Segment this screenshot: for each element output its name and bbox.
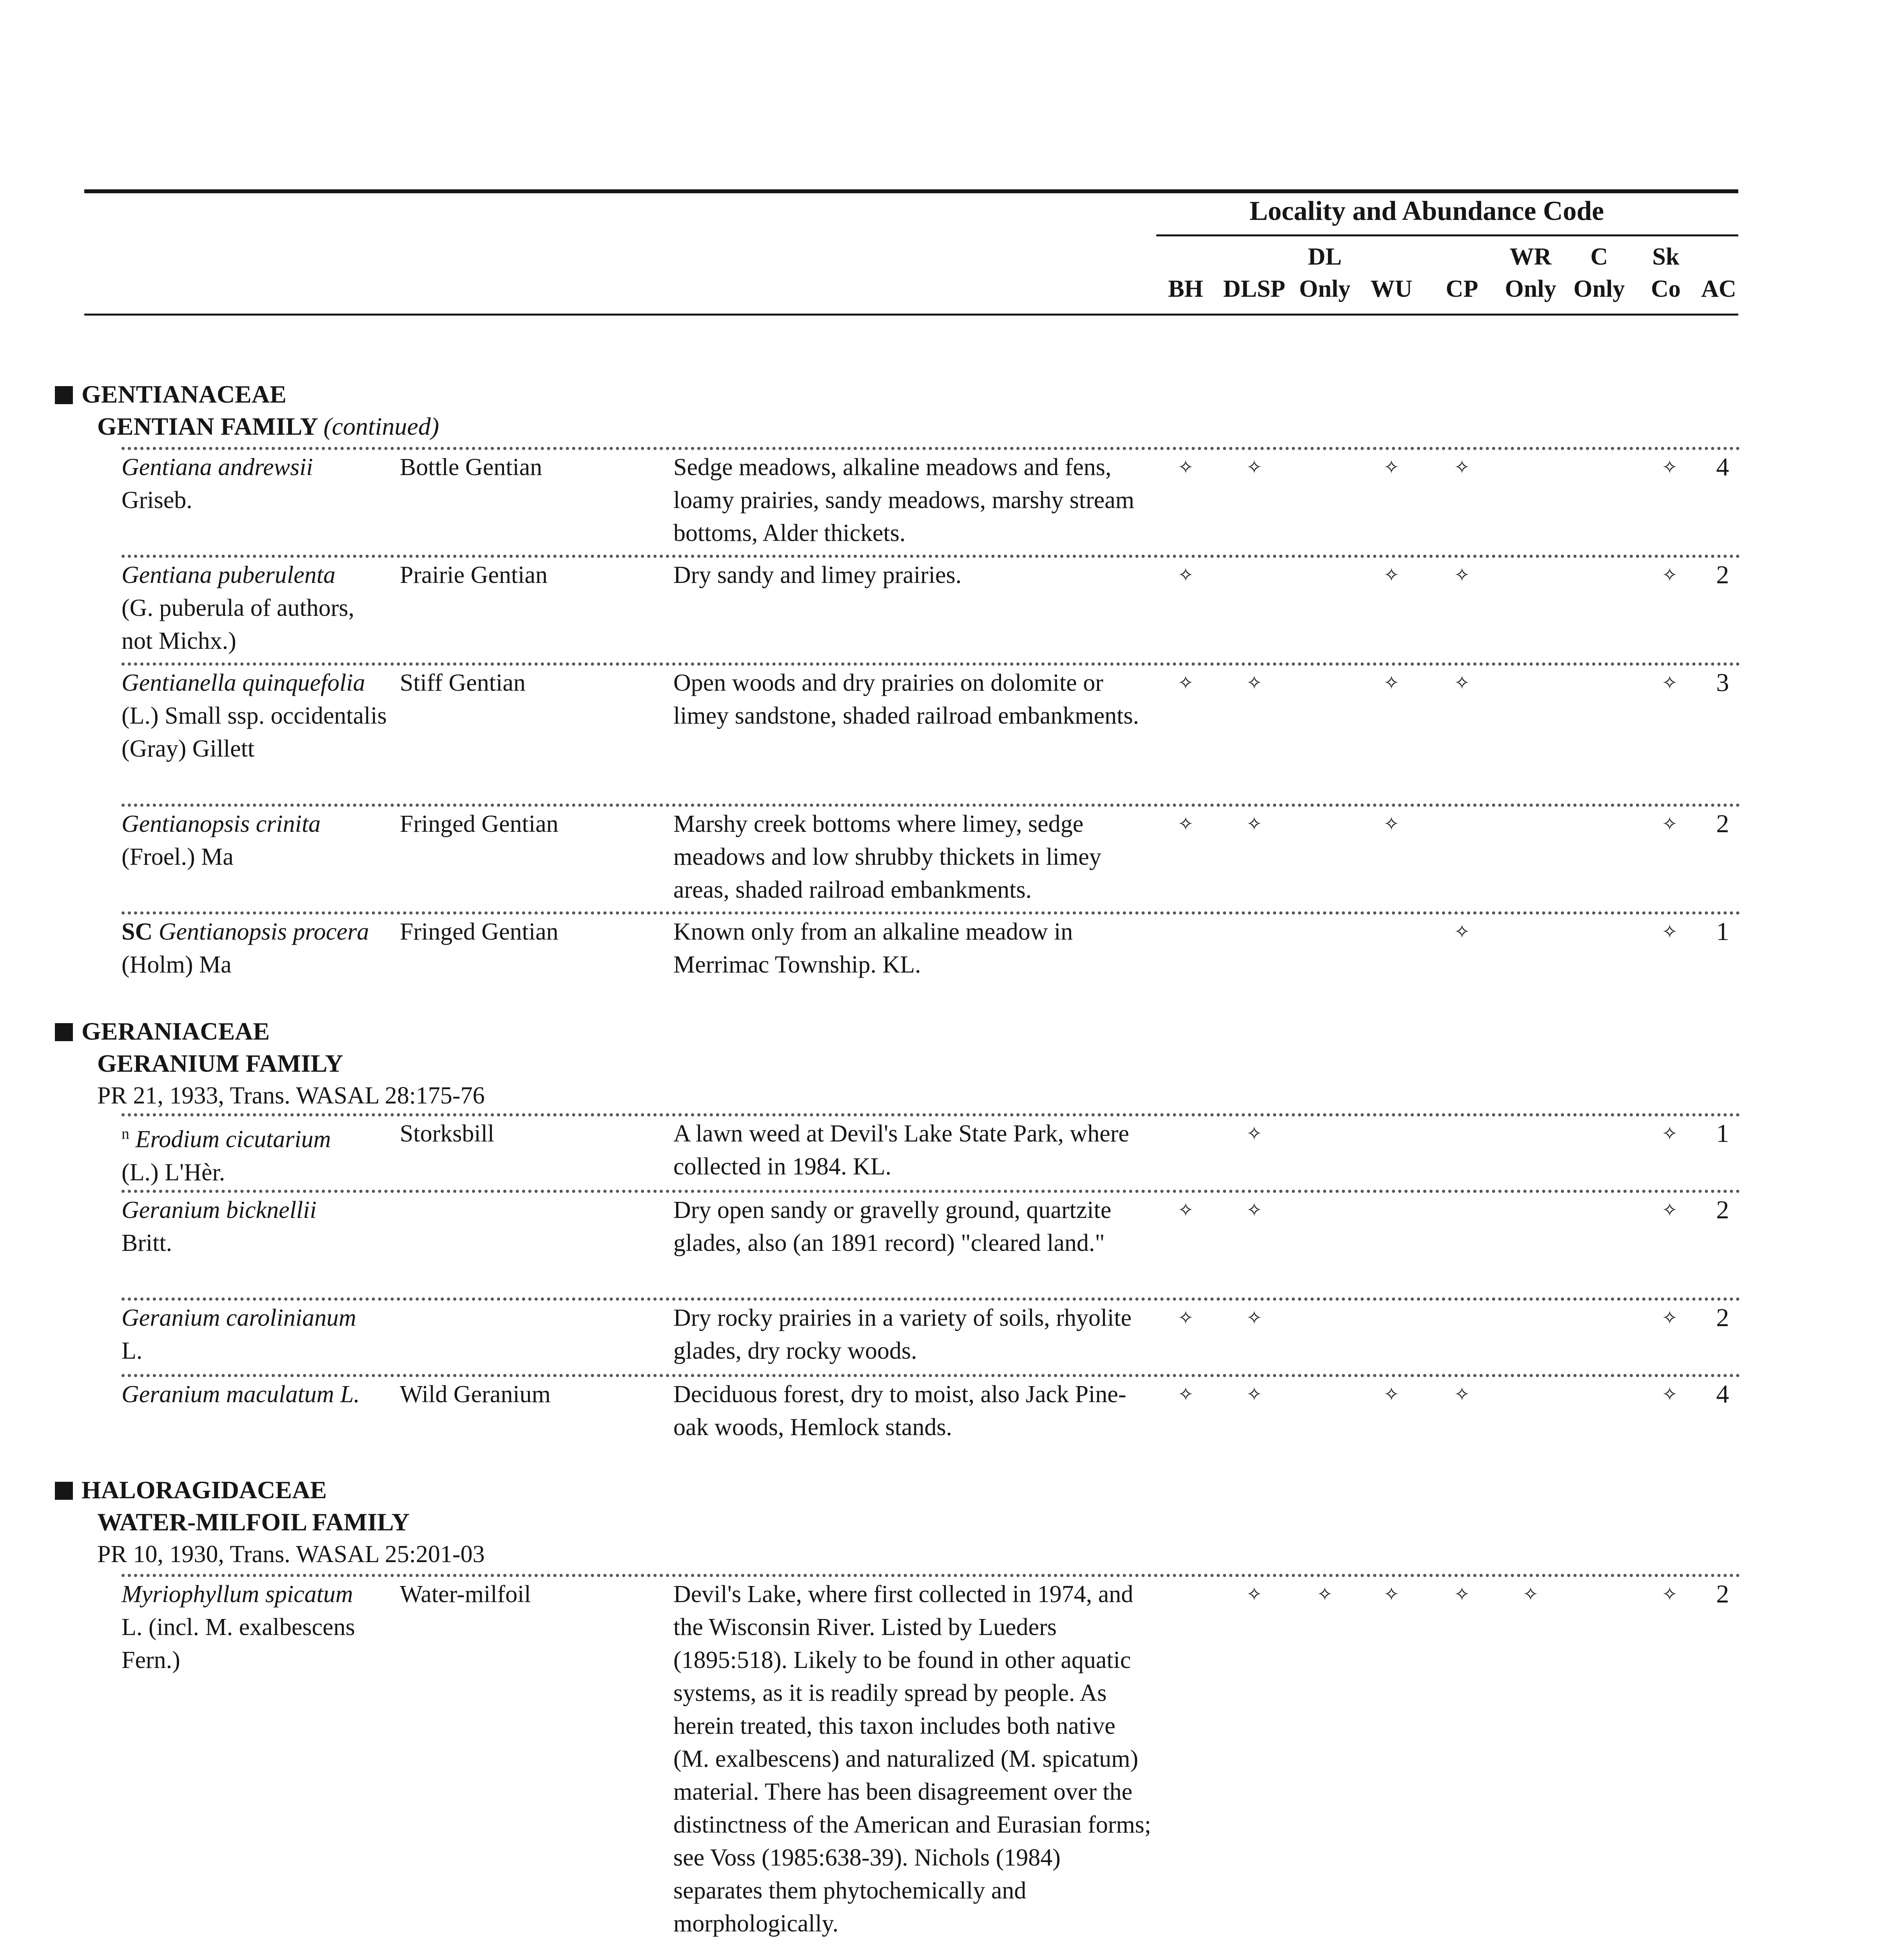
column-header-bottom: BH <box>1168 276 1203 302</box>
habitat-description: Marshy creek bottoms where limey, sedge meadows and low shrubby thickets in limey areas, shaded railroad embankments. <box>673 811 1101 903</box>
species-name: Erodium cicutarium <box>135 1126 331 1153</box>
scientific-name <box>122 1194 388 1259</box>
locality-diamond-icon: ✧ <box>1661 564 1678 586</box>
column-header-top: C <box>1590 243 1608 270</box>
family-note: (continued) <box>323 412 439 440</box>
locality-diamond-icon: ✧ <box>1246 813 1262 835</box>
locality-diamond-icon: ✧ <box>1454 921 1470 943</box>
locality-diamond-icon: ✧ <box>1661 1123 1678 1145</box>
species-status-prefix: n <box>122 1125 129 1142</box>
family-heading <box>55 1015 485 1112</box>
family-name-line <box>55 378 439 410</box>
column-header-bottom: Only <box>1505 276 1556 302</box>
row-separator <box>122 911 1740 915</box>
species-name: Gentianopsis procera <box>158 918 369 945</box>
common-name: Storksbill <box>400 1120 495 1147</box>
abundance-code: 2 <box>1716 1196 1729 1224</box>
locality-diamond-icon: ✧ <box>1661 672 1678 694</box>
family-name: HALORAGIDACEAE <box>82 1476 327 1504</box>
locality-diamond-icon: ✧ <box>1454 564 1470 586</box>
locality-diamond-icon: ✧ <box>1246 1583 1262 1605</box>
locality-diamond-icon: ✧ <box>1246 1307 1262 1329</box>
column-header-bottom: Co <box>1651 276 1681 302</box>
locality-diamond-icon: ✧ <box>1454 672 1470 694</box>
locality-diamond-icon: ✧ <box>1246 456 1262 478</box>
locality-diamond-icon: ✧ <box>1246 1199 1262 1221</box>
locality-diamond-icon: ✧ <box>1177 1199 1194 1221</box>
column-header-bottom: WU <box>1370 276 1413 302</box>
abundance-code: 4 <box>1716 453 1729 481</box>
family-common-name <box>97 1506 485 1538</box>
locality-diamond-icon: ✧ <box>1383 1583 1400 1605</box>
locality-diamond-icon: ✧ <box>1246 1383 1262 1405</box>
locality-diamond-icon: ✧ <box>1661 921 1678 943</box>
family-reference: PR 10, 1930, Trans. WASAL 25:201-03 <box>97 1541 485 1568</box>
column-header-bottom: CP <box>1446 276 1478 302</box>
species-status-prefix: SC <box>122 918 153 945</box>
column-header-bottom: DLSP <box>1223 276 1286 302</box>
locality-diamond-icon: ✧ <box>1383 672 1400 694</box>
family-bullet-icon <box>55 386 73 404</box>
scientific-name <box>122 915 388 981</box>
family-reference: PR 21, 1933, Trans. WASAL 28:175-76 <box>97 1082 485 1109</box>
species-name: Gentianella quinquefolia <box>122 670 365 696</box>
locality-diamond-icon: ✧ <box>1383 813 1400 835</box>
top-rule <box>84 189 1738 193</box>
species-name: Gentianopsis crinita <box>122 811 321 837</box>
family-bullet-icon <box>55 1482 73 1500</box>
common-name: Wild Geranium <box>400 1381 551 1408</box>
locality-diamond-icon: ✧ <box>1177 672 1194 694</box>
row-separator <box>122 1190 1740 1193</box>
species-name: Geranium maculatum L. <box>122 1381 360 1408</box>
common-name: Stiff Gentian <box>400 670 526 696</box>
species-authority: (L.) L'Hèr. <box>122 1159 225 1186</box>
locality-diamond-icon: ✧ <box>1246 672 1262 694</box>
family-heading <box>55 1474 485 1570</box>
header-underline <box>1156 234 1738 236</box>
locality-diamond-icon: ✧ <box>1177 1307 1194 1329</box>
habitat-description: Known only from an alkaline meadow in Merrimac Township. KL. <box>673 918 1073 978</box>
species-authority: L. (incl. M. exalbescens Fern.) <box>122 1614 355 1673</box>
scientific-name <box>122 1578 388 1677</box>
species-name: Geranium bicknellii <box>122 1197 317 1223</box>
locality-diamond-icon: ✧ <box>1454 1583 1470 1605</box>
species-name: Myriophyllum spicatum <box>122 1581 353 1608</box>
family-common-text: GENTIAN FAMILY <box>97 412 317 440</box>
abundance-code: 2 <box>1716 561 1729 589</box>
row-separator <box>122 1374 1740 1377</box>
row-separator <box>122 1574 1740 1577</box>
common-name: Prairie Gentian <box>400 562 548 588</box>
scientific-name <box>122 1301 388 1367</box>
row-separator <box>122 1113 1740 1116</box>
abundance-code: 2 <box>1716 1580 1729 1608</box>
scientific-name <box>122 451 388 517</box>
family-name-line <box>55 1015 485 1047</box>
locality-diamond-icon: ✧ <box>1522 1583 1539 1605</box>
species-name: Geranium carolinianum <box>122 1305 356 1331</box>
locality-diamond-icon: ✧ <box>1661 1583 1678 1605</box>
family-heading <box>55 378 439 443</box>
abundance-code: 4 <box>1716 1380 1729 1408</box>
header-bottom-rule <box>84 314 1738 316</box>
habitat-description: A lawn weed at Devil's Lake State Park, where collected in 1984. KL. <box>673 1120 1129 1180</box>
locality-diamond-icon: ✧ <box>1177 456 1194 478</box>
row-separator <box>122 804 1740 807</box>
species-authority: (Holm) Ma <box>122 951 232 978</box>
locality-diamond-icon: ✧ <box>1246 1123 1262 1145</box>
abundance-code: 1 <box>1716 917 1729 946</box>
row-separator <box>122 662 1740 666</box>
locality-diamond-icon: ✧ <box>1317 1583 1333 1605</box>
locality-diamond-icon: ✧ <box>1661 813 1678 835</box>
column-header-top: DL <box>1308 243 1342 270</box>
species-authority: L. <box>122 1338 143 1364</box>
species-authority: Britt. <box>122 1230 172 1256</box>
locality-diamond-icon: ✧ <box>1661 1307 1678 1329</box>
habitat-description: Sedge meadows, alkaline meadows and fens, loamy prairies, sandy meadows, marshy stream bottoms, Alder thickets. <box>673 454 1134 546</box>
locality-diamond-icon: ✧ <box>1177 813 1194 835</box>
species-authority: Griseb. <box>122 487 192 514</box>
column-header-top: WR <box>1509 243 1552 270</box>
locality-header: Locality and Abundance Code <box>1250 196 1604 226</box>
common-name: Bottle Gentian <box>400 454 542 481</box>
locality-diamond-icon: ✧ <box>1661 1199 1678 1221</box>
column-header-bottom: AC <box>1701 276 1736 302</box>
family-common-name <box>97 1047 485 1080</box>
species-name: Gentiana andrewsii <box>122 454 313 481</box>
abundance-code: 2 <box>1716 1303 1729 1332</box>
common-name: Fringed Gentian <box>400 811 559 837</box>
family-name: GERANIACEAE <box>82 1017 270 1045</box>
column-header-bottom: Only <box>1299 276 1351 302</box>
species-authority: (G. puberula of authors, not Michx.) <box>122 595 354 654</box>
habitat-description: Dry sandy and limey prairies. <box>673 562 962 588</box>
family-name-line <box>55 1474 485 1506</box>
species-authority: (Froel.) Ma <box>122 844 234 870</box>
row-separator <box>122 555 1740 558</box>
family-name: GENTIANACEAE <box>82 380 287 408</box>
common-name: Water-milfoil <box>400 1581 531 1608</box>
family-common-text: WATER-MILFOIL FAMILY <box>97 1508 410 1536</box>
locality-diamond-icon: ✧ <box>1454 456 1470 478</box>
abundance-code: 1 <box>1716 1119 1729 1148</box>
column-header-bottom: Only <box>1573 276 1625 302</box>
scientific-name <box>122 1117 388 1189</box>
row-separator <box>122 447 1740 450</box>
locality-diamond-icon: ✧ <box>1177 564 1194 586</box>
locality-diamond-icon: ✧ <box>1454 1383 1470 1405</box>
habitat-description: Dry open sandy or gravelly ground, quartzite glades, also (an 1891 record) "cleared land." <box>673 1197 1112 1256</box>
common-name: Fringed Gentian <box>400 918 559 945</box>
habitat-description: Devil's Lake, where first collected in 1974, and the Wisconsin River. Listed by Lueders (1895:518). Likely to be found in other aquatic systems, as it is readily spread by people. As herein treated, this taxon includes both native (M. exalbescens) and naturalized (M. spicatum) material. There has been disagreement over the distinctness of the American and Eurasian forms; see Voss (1985:638-39). Nichols (1984) separates them phytochemically and morphologically. <box>673 1581 1152 1937</box>
family-bullet-icon <box>55 1023 73 1041</box>
scientific-name <box>122 559 388 657</box>
locality-diamond-icon: ✧ <box>1661 1383 1678 1405</box>
row-separator <box>122 1298 1740 1301</box>
locality-diamond-icon: ✧ <box>1383 1383 1400 1405</box>
column-header-top: Sk <box>1652 243 1680 270</box>
abundance-code: 2 <box>1716 809 1729 838</box>
locality-diamond-icon: ✧ <box>1177 1383 1194 1405</box>
locality-diamond-icon: ✧ <box>1383 456 1400 478</box>
habitat-description: Open woods and dry prairies on dolomite or limey sandstone, shaded railroad embankments. <box>673 670 1139 729</box>
family-common-text: GERANIUM FAMILY <box>97 1049 343 1077</box>
locality-diamond-icon: ✧ <box>1383 564 1400 586</box>
locality-diamond-icon: ✧ <box>1661 456 1678 478</box>
habitat-description: Deciduous forest, dry to moist, also Jack Pine-oak woods, Hemlock stands. <box>673 1381 1126 1441</box>
species-name: Gentiana puberulenta <box>122 562 336 588</box>
scientific-name <box>122 808 388 873</box>
species-authority: (L.) Small ssp. occidentalis (Gray) Gillett <box>122 702 387 762</box>
abundance-code: 3 <box>1716 668 1729 697</box>
family-common-name <box>97 410 439 443</box>
scientific-name <box>122 666 388 765</box>
habitat-description: Dry rocky prairies in a variety of soils, rhyolite glades, dry rocky woods. <box>673 1305 1132 1364</box>
scientific-name <box>122 1378 388 1411</box>
